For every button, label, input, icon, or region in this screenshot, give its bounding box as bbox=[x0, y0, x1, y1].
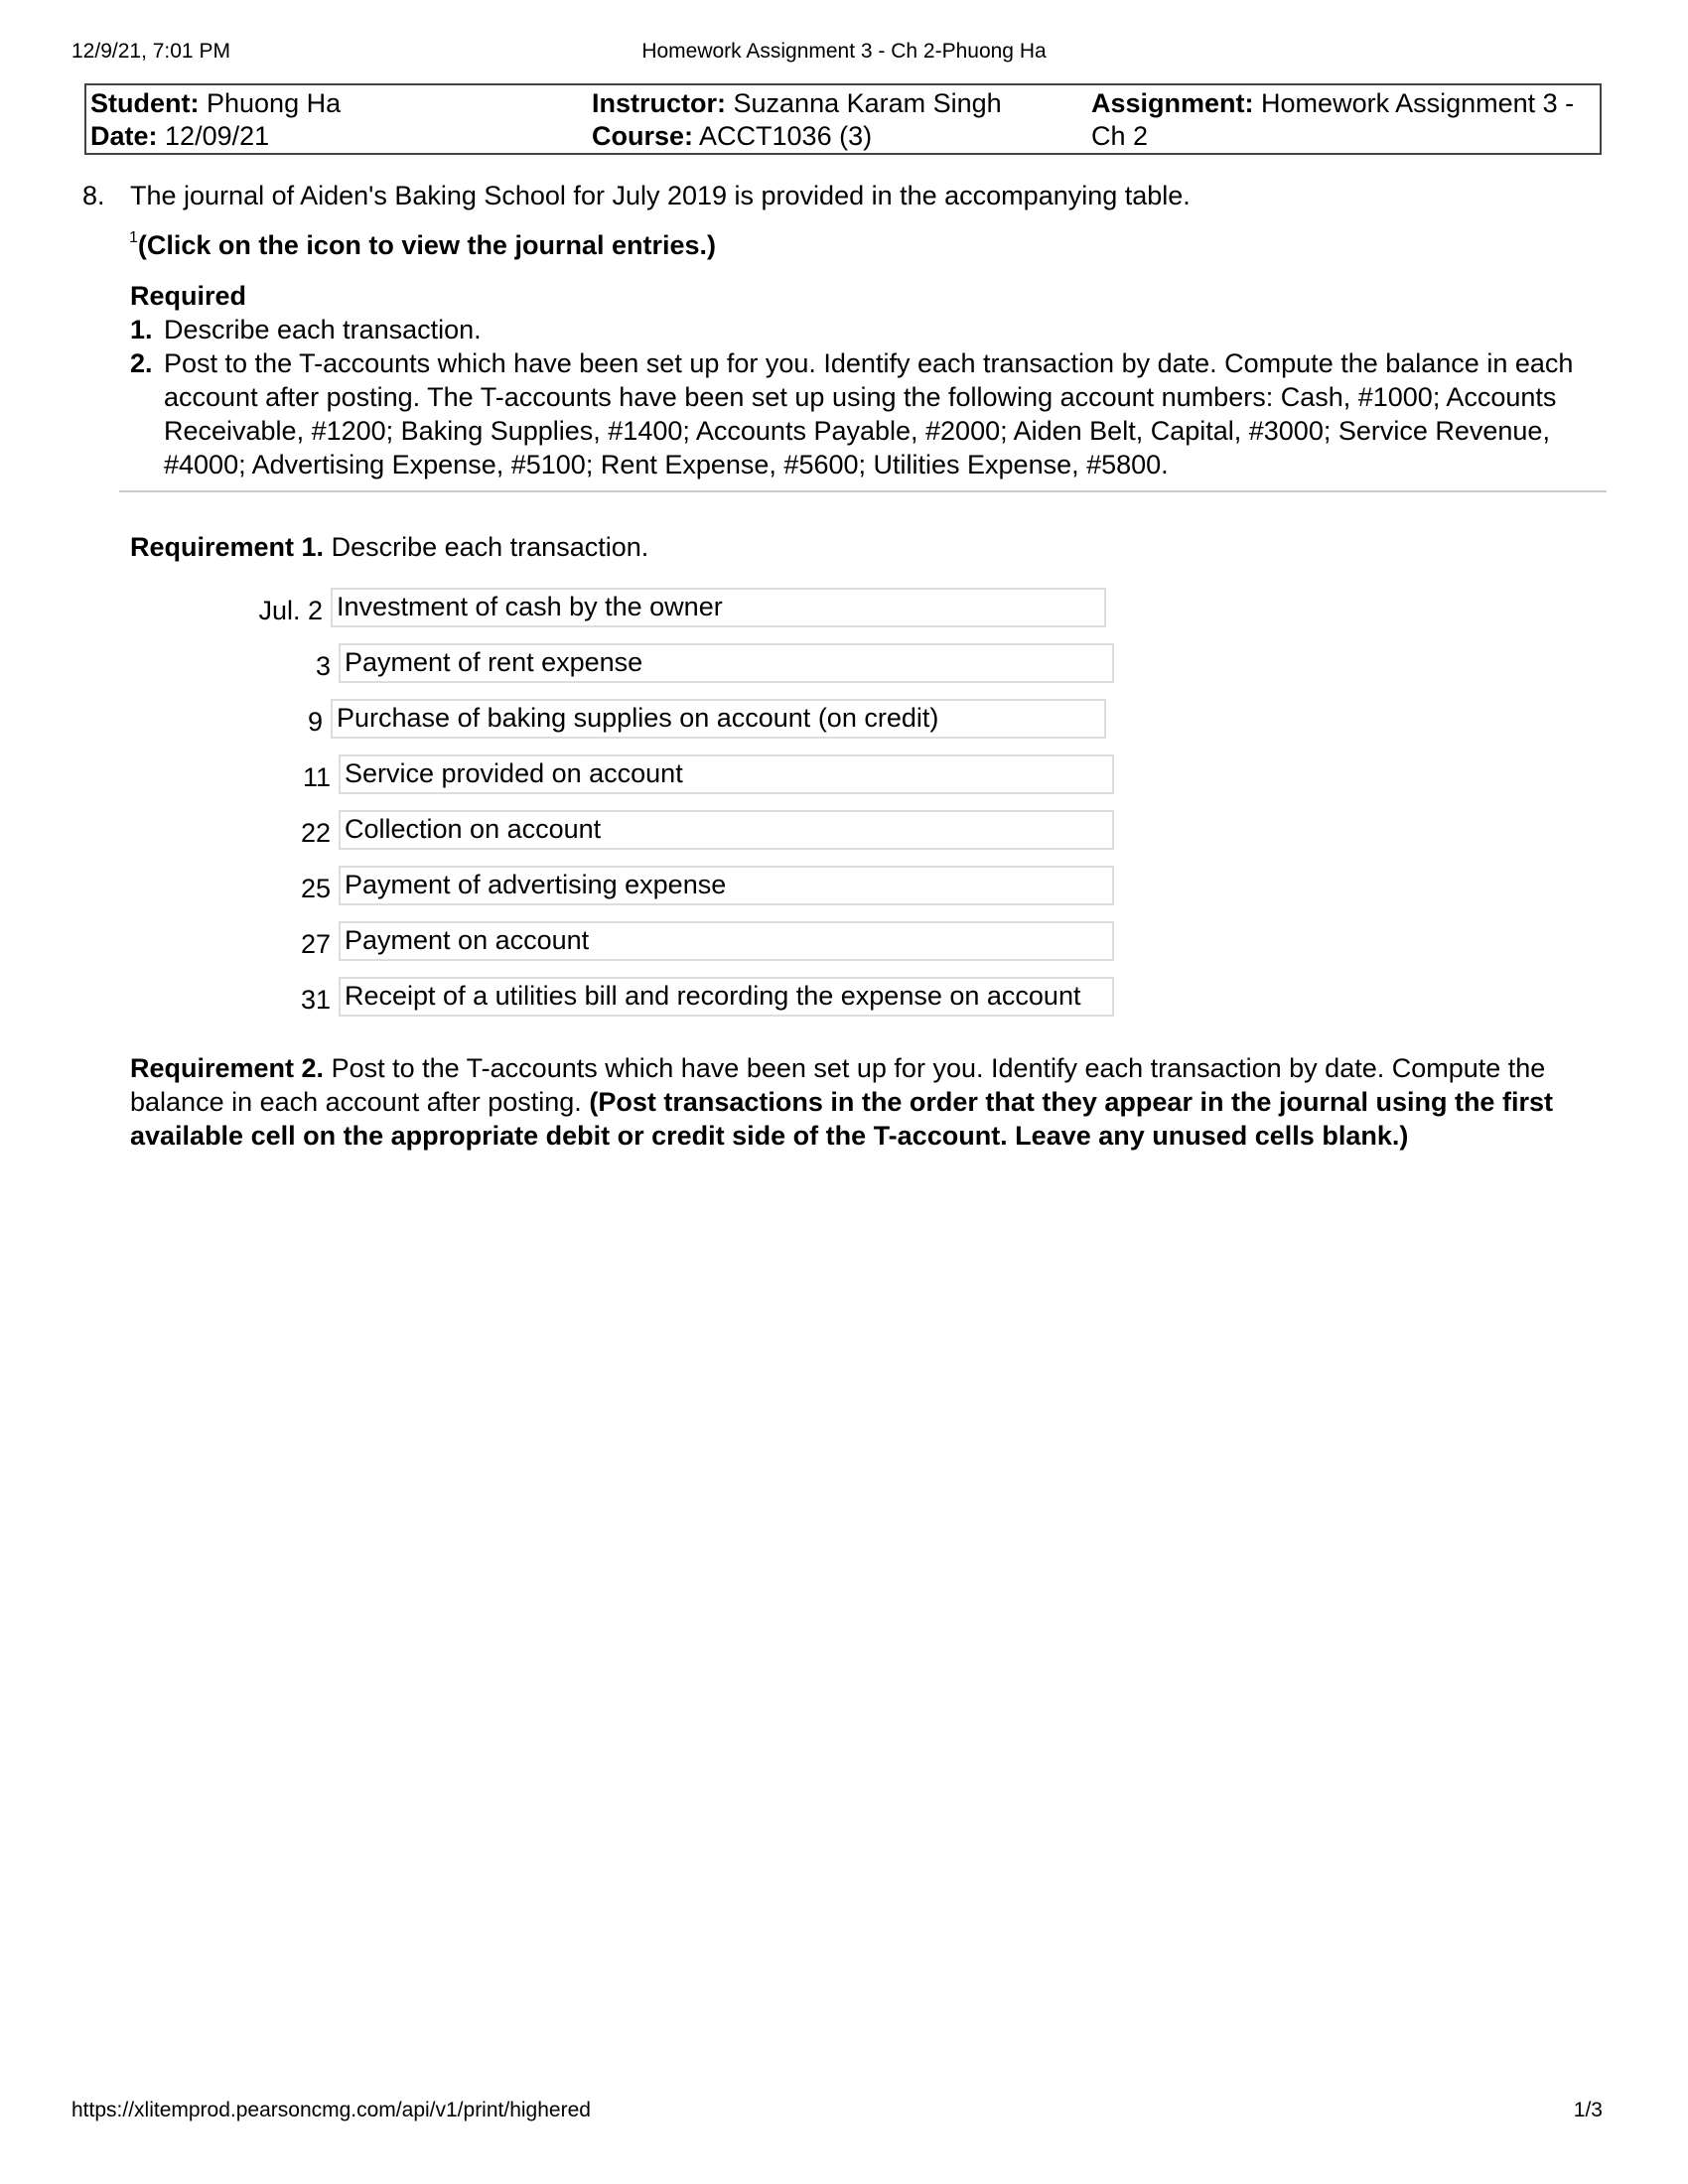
transaction-description-input[interactable]: Payment of advertising expense bbox=[339, 866, 1114, 905]
required-item bbox=[130, 313, 1580, 346]
student-name: Phuong Ha bbox=[207, 88, 342, 118]
print-footer bbox=[71, 2099, 1617, 2122]
transaction-description-input[interactable]: Service provided on account bbox=[339, 754, 1114, 794]
transaction-date: 27 bbox=[300, 929, 331, 959]
transaction-row bbox=[0, 866, 331, 909]
print-datetime: 12/9/21, 7:01 PM bbox=[71, 40, 230, 63]
requirement-2-text: Post to the T-accounts which have been set up for you. Identify each transaction by date. Compute the balance in each account after posting. bbox=[130, 1053, 1546, 1117]
requirement-2-section bbox=[130, 1051, 1570, 1153]
transaction-date: 31 bbox=[300, 985, 331, 1015]
transaction-date: 11 bbox=[302, 762, 331, 792]
requirement-2-note: (Post transactions in the order that they appear in the journal using the first available cell on the appropriate debit or credit side of the T-account. Leave any unused cells blank.) bbox=[130, 1087, 1553, 1151]
transaction-row bbox=[0, 754, 331, 798]
print-url: https://xlitemprod.pearsoncmg.com/api/v1/print/highered bbox=[71, 2099, 591, 2121]
click-note-text: (Click on the icon to view the journal entries.) bbox=[137, 230, 716, 260]
date-value: 12/09/21 bbox=[165, 121, 270, 151]
transaction-description-input[interactable]: Receipt of a utilities bill and recording the expense on account bbox=[339, 977, 1114, 1017]
print-title: Homework Assignment 3 - Ch 2-Phuong Ha bbox=[641, 40, 1047, 63]
print-header bbox=[71, 40, 1617, 69]
transaction-date: 25 bbox=[300, 874, 331, 903]
transaction-row bbox=[0, 588, 323, 631]
requirement-1-text: Describe each transaction. bbox=[331, 532, 649, 562]
transaction-row bbox=[0, 699, 323, 743]
transaction-row bbox=[0, 810, 331, 854]
assignment-name: Homework Assignment 3 - Ch 2 bbox=[1091, 88, 1575, 151]
transaction-row bbox=[0, 921, 331, 965]
instructor-name: Suzanna Karam Singh bbox=[733, 88, 1002, 118]
journal-entries-link[interactable] bbox=[129, 230, 716, 261]
assignment-info bbox=[1091, 87, 1588, 153]
required-item-text: Post to the T-accounts which have been set up for you. Identify each transaction by date. Compute the balance in each account after posting. The T-accounts have been set up using the following account numbers: Cash, #1000; Accounts Receivable, #1200; Baking Supplies, #1400; Accounts Payable, #2000; Aiden Belt, Capital, #3000; Service Revenue, #4000; Advertising Expense, #5100; Rent Expense, #5600; Utilities Expense, #5800. bbox=[164, 348, 1574, 479]
requirement-1-label: Requirement 1. bbox=[130, 532, 325, 562]
instructor-info bbox=[592, 87, 1002, 153]
transaction-date: 3 bbox=[315, 651, 331, 681]
question-number: 8. bbox=[82, 181, 105, 210]
question-text: The journal of Aiden's Baking School for July 2019 is provided in the accompanying table. bbox=[130, 181, 1191, 210]
assignment-label: Assignment: bbox=[1091, 88, 1254, 118]
transaction-date: 22 bbox=[300, 818, 331, 848]
course-value: ACCT1036 (3) bbox=[699, 121, 873, 151]
page-number: 1/3 bbox=[1573, 2099, 1603, 2121]
requirement-1-heading bbox=[130, 532, 648, 563]
assignment-info-box bbox=[84, 83, 1602, 155]
required-item-number: 1. bbox=[130, 315, 153, 344]
required-title: Required bbox=[130, 281, 247, 311]
date-label: Date: bbox=[90, 121, 158, 151]
student-label: Student: bbox=[90, 88, 200, 118]
required-item-text: Describe each transaction. bbox=[164, 315, 482, 344]
transaction-row bbox=[0, 643, 331, 687]
transaction-description-input[interactable]: Collection on account bbox=[339, 810, 1114, 850]
footnote-mark: 1 bbox=[129, 229, 138, 246]
required-section bbox=[130, 279, 1580, 481]
requirement-2-label: Requirement 2. bbox=[130, 1053, 325, 1083]
transaction-date: Jul. 2 bbox=[258, 596, 323, 625]
required-item-number: 2. bbox=[130, 348, 153, 378]
section-divider bbox=[119, 490, 1607, 492]
transaction-description-input[interactable]: Payment on account bbox=[339, 921, 1114, 961]
course-label: Course: bbox=[592, 121, 694, 151]
transaction-description-input[interactable]: Investment of cash by the owner bbox=[331, 588, 1106, 627]
transaction-date: 9 bbox=[307, 707, 323, 737]
instructor-label: Instructor: bbox=[592, 88, 726, 118]
student-info bbox=[90, 87, 341, 153]
required-item bbox=[130, 346, 1580, 481]
transaction-row bbox=[0, 977, 331, 1021]
transaction-description-input[interactable]: Payment of rent expense bbox=[339, 643, 1114, 683]
transaction-description-input[interactable]: Purchase of baking supplies on account (on credit) bbox=[331, 699, 1106, 739]
